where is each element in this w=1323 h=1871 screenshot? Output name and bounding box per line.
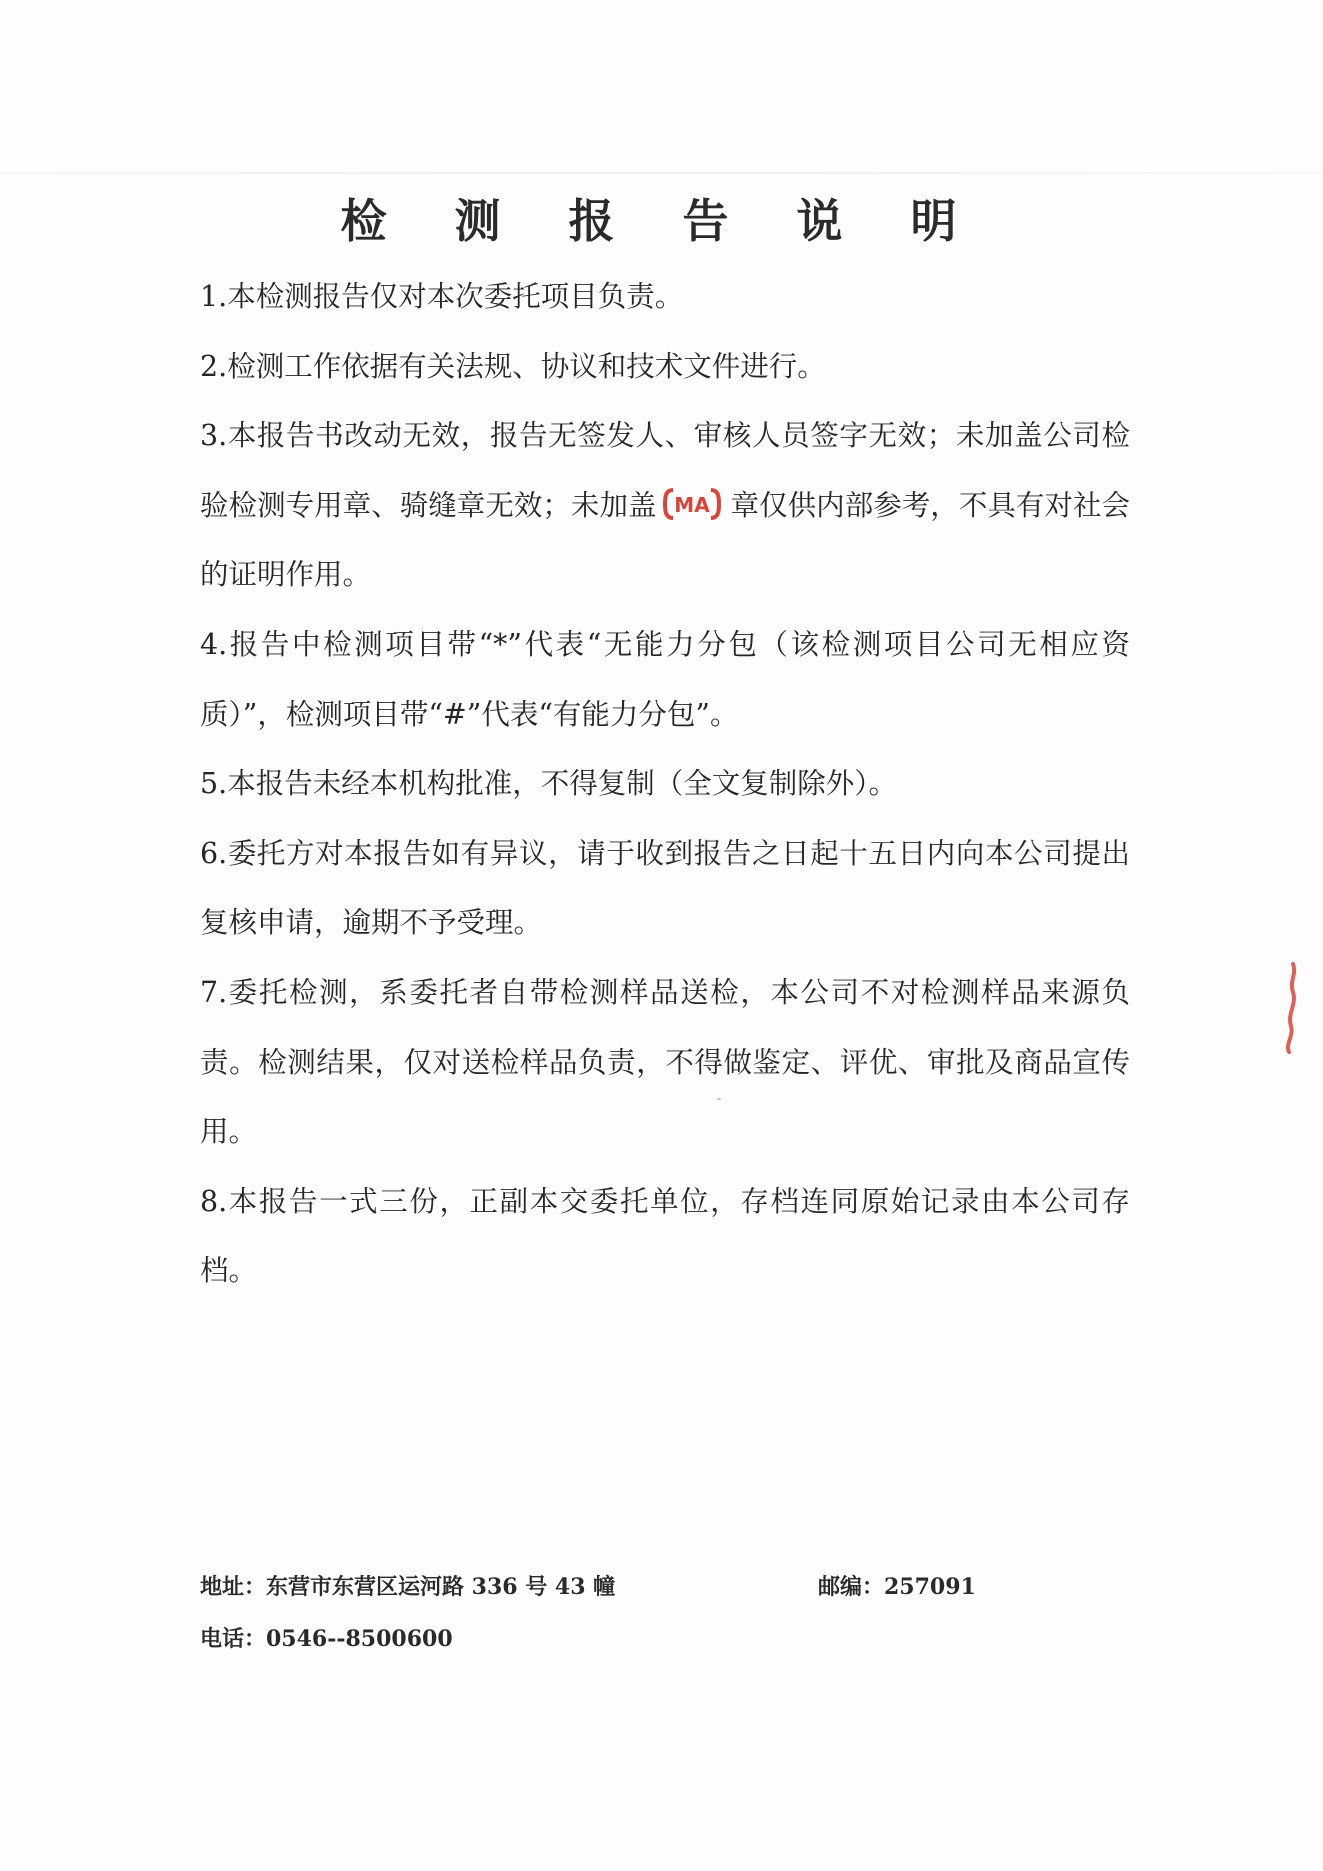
instruction-item-8: 8.本报告一式三份，正副本交委托单位，存档连同原始记录由本公司存档。: [200, 1184, 1130, 1288]
instruction-item-6: 6.委托方对本报告如有异议，请于收到报告之日起十五日内向本公司提出复核申请，逾期不予受理。: [200, 836, 1130, 940]
instruction-item-2: 2.检测工作依据有关法规、协议和技术文件进行。: [200, 349, 826, 383]
cma-logo-icon: [663, 487, 721, 521]
seal-edge-mark: [1281, 962, 1301, 1054]
instructions-list: [200, 262, 1130, 1306]
page-title: 检 测 报 告 说 明: [340, 194, 983, 248]
instruction-item-3-before-logo: 3.本报告书改动无效，报告无签发人、审核人员签字无效；未加盖公司检验检测专用章、骑缝章无效；未加盖: [200, 419, 1130, 522]
cma-logo-text: MA: [673, 493, 710, 518]
footer-address: 地址：东营市东营区运河路 336 号 43 幢: [200, 1574, 616, 1600]
instruction-item-4: 4.报告中检测项目带“*”代表“无能力分包（该检测项目公司无相应资质）”，检测项目带“#”代表“有能力分包”。: [200, 627, 1130, 731]
scan-speck: [717, 1098, 721, 1100]
instruction-item-1: 1.本检测报告仅对本次委托项目负责。: [200, 280, 684, 313]
scan-shadow-line: [0, 172, 1323, 174]
footer-postcode: 邮编：257091: [818, 1574, 976, 1600]
footer-phone: 电话：0546--8500600: [200, 1626, 453, 1652]
instruction-item-5: 5.本报告未经本机构批准，不得复制（全文复制除外）。: [200, 767, 897, 801]
footer-address-row: [200, 1570, 1130, 1601]
instruction-item-7: 7.委托检测，系委托者自带检测样品送检，本公司不对检测样品来源负责。检测结果，仅对送检样品负责，不得做鉴定、评优、审批及商品宣传用。: [200, 975, 1130, 1149]
instruction-item-3: [200, 401, 1130, 610]
instruction-item-3-after-logo: 章仅供内部参考，不具有对社会的证明作用。: [200, 488, 1130, 592]
